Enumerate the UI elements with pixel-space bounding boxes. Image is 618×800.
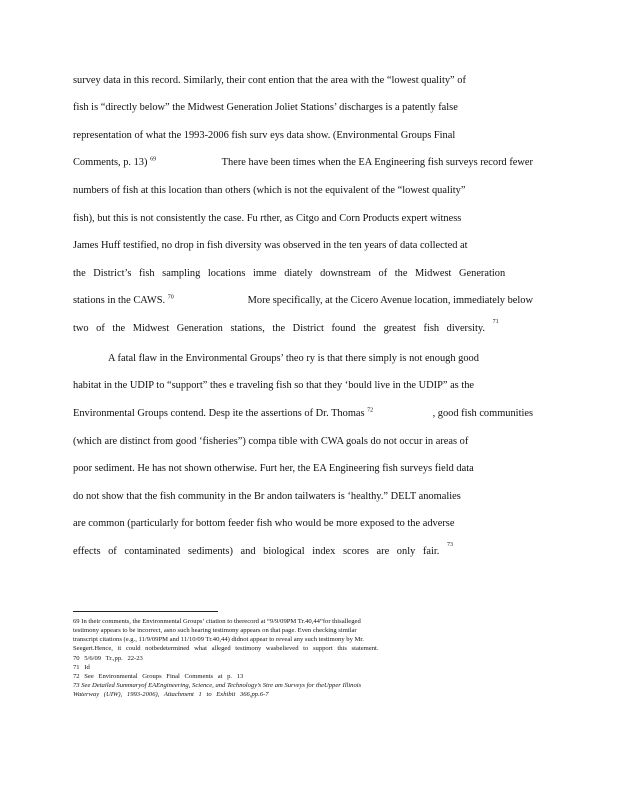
- body-line: habitat in the UDIP to “support” thes e traveling fish so that they ‘bould live in the UDIP” as the: [73, 380, 475, 391]
- footnote-ref: 69: [150, 156, 157, 163]
- footnote-line: 73 See Detailed Summaryof EAEngineering, Science, and Technology’s Stre am Surveys for theUpper Illinois: [73, 682, 362, 689]
- footnote-ref: 71: [492, 319, 499, 325]
- footnote-line: Seegert.Hence, it could notbedetermined what alleged testimony wasbelieved to support this statement.: [73, 645, 379, 652]
- body-line: the District’s fish sampling locations imme diately downstream of the Midwest Generation: [73, 268, 506, 279]
- body-line: James Huff testified, no drop in fish diversity was observed in the ten years of data collected at: [73, 240, 468, 251]
- body-line: effects of contaminated sediments) and biological index scores are only fair. 73: [73, 542, 453, 557]
- body-line: representation of what the 1993-2006 fish surv eys data show. (Environmental Groups Final: [73, 130, 456, 141]
- body-line: are common (particularly for bottom feeder fish who would be more exposed to the adverse: [73, 518, 455, 529]
- body-line: Environmental Groups contend. Desp ite the assertions of Dr. Thomas $^{72}$ , good fish communities: [73, 407, 533, 419]
- body-line: Comments, p. 13) $^{69}$ There have been times when the EA Engineering fish surveys record fewer: [73, 156, 533, 168]
- footnote-line: 72 See Environmental Groups Final Comments at p. 13: [73, 673, 244, 680]
- footnote-ref: 72: [367, 407, 374, 414]
- footnote-line: 69 In their comments, the Environmental Groups’ citation to therecord at “9/9/09PM Tr.40,44”for thisalleged: [73, 618, 361, 625]
- body-line: numbers of fish at this location than others (which is not the equivalent of the “lowest quality”: [73, 185, 466, 196]
- body-line: do not show that the fish community in the Br andon tailwaters is ‘healthy.” DELT anomalies: [73, 491, 461, 502]
- body-line: fish), but this is not consistently the case. Fu rther, as Citgo and Corn Products expert witness: [73, 213, 462, 224]
- body-line: (which are distinct from good ‘fisheries”) compa tible with CWA goals do not occur in areas of: [73, 436, 469, 447]
- body-line: stations in the CAWS. $^{70}$ More specifically, at the Cicero Avenue location, immediately below: [73, 294, 533, 306]
- body-line: fish is “directly below” the Midwest Generation Joliet Stations’ discharges is a patently false: [73, 102, 458, 113]
- footnote-line: transcript citations (e.g., 11/9/09PM and 11/10/09 Tr.40,44) didnot appear to reveal any such testimony by Mr.: [73, 636, 364, 643]
- body-line: two of the Midwest Generation stations, the District found the greatest fish diversity. 71: [73, 319, 499, 334]
- body-line: A fatal flaw in the Environmental Groups’ theo ry is that there simply is not enough good: [108, 353, 479, 364]
- footnote-line: 71 Id: [73, 664, 90, 671]
- footnote-ref: 70: [167, 294, 174, 301]
- footnote-line: Waterway (UIW), 1993-2006), Attachment 1 to Exhibit 366,pp.6-7: [73, 691, 269, 698]
- footnote-line: 70 5/6/09 Tr.,pp. 22-23: [73, 655, 143, 662]
- footnote-ref: 73: [446, 542, 453, 548]
- footnote-divider: [73, 611, 218, 612]
- footnote-line: testimony appears to be incorrect, asno such hearing testimony appears on that page. Even checking similar: [73, 627, 357, 634]
- body-line: survey data in this record. Similarly, their cont ention that the area with the “lowest quality” of: [73, 75, 466, 86]
- body-line: poor sediment. He has not shown otherwise. Furt her, the EA Engineering fish surveys field data: [73, 463, 474, 474]
